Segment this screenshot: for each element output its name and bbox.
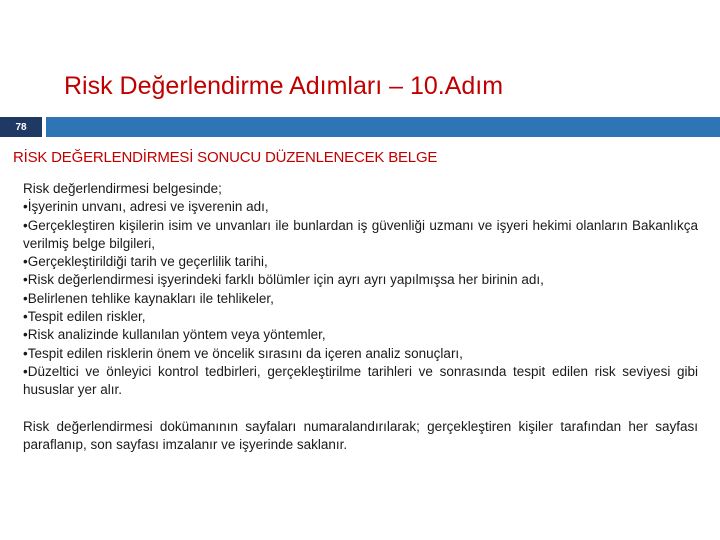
- bullet-item: •Tespit edilen risklerin önem ve öncelik sırasını da içeren analiz sonuçları,: [23, 345, 463, 361]
- intro-line: Risk değerlendirmesi belgesinde;: [23, 181, 222, 196]
- closing-paragraph: Risk değerlendirmesi dokümanının sayfaları numaralandırılarak; gerçekleştiren kişiler tarafından her sayfası paraflanıp, son sayfası imzalanır ve işyerinde saklanır.: [23, 418, 698, 452]
- bullet-item: •Gerçekleştiren kişilerin isim ve unvanları ile bunlardan iş güvenliği uzmanı ve işyeri hekimi olanların Bakanlıkça verilmiş belge bilgileri,: [23, 217, 698, 251]
- bullet-item: •Düzeltici ve önleyici kontrol tedbirleri, gerçekleştirilme tarihleri ve sonrasında tespit edilen risk seviyesi gibi hususlar yer alır.: [23, 363, 698, 398]
- body-text: [23, 180, 698, 454]
- bullet-item: •Gerçekleştirildiği tarih ve geçerlilik tarihi,: [23, 254, 268, 270]
- bullet-item: •Risk analizinde kullanılan yöntem veya yöntemler,: [23, 327, 326, 343]
- bullet-item: •Risk değerlendirmesi işyerindeki farklı bölümler için ayrı ayrı yapılmışsa her birinin adı,: [23, 272, 544, 288]
- bullet-item: •İşyerinin unvanı, adresi ve işverenin adı,: [23, 199, 269, 215]
- bullet-item: •Belirlenen tehlike kaynakları ile tehlikeler,: [23, 290, 274, 306]
- header-bar: [46, 117, 720, 137]
- slide-title: Risk Değerlendirme Adımları – 10.Adım: [64, 72, 504, 100]
- slide-number: 78: [0, 117, 42, 137]
- section-heading: RİSK DEĞERLENDİRMESİ SONUCU DÜZENLENECEK BELGE: [13, 149, 438, 166]
- bullet-item: •Tespit edilen riskler,: [23, 309, 146, 325]
